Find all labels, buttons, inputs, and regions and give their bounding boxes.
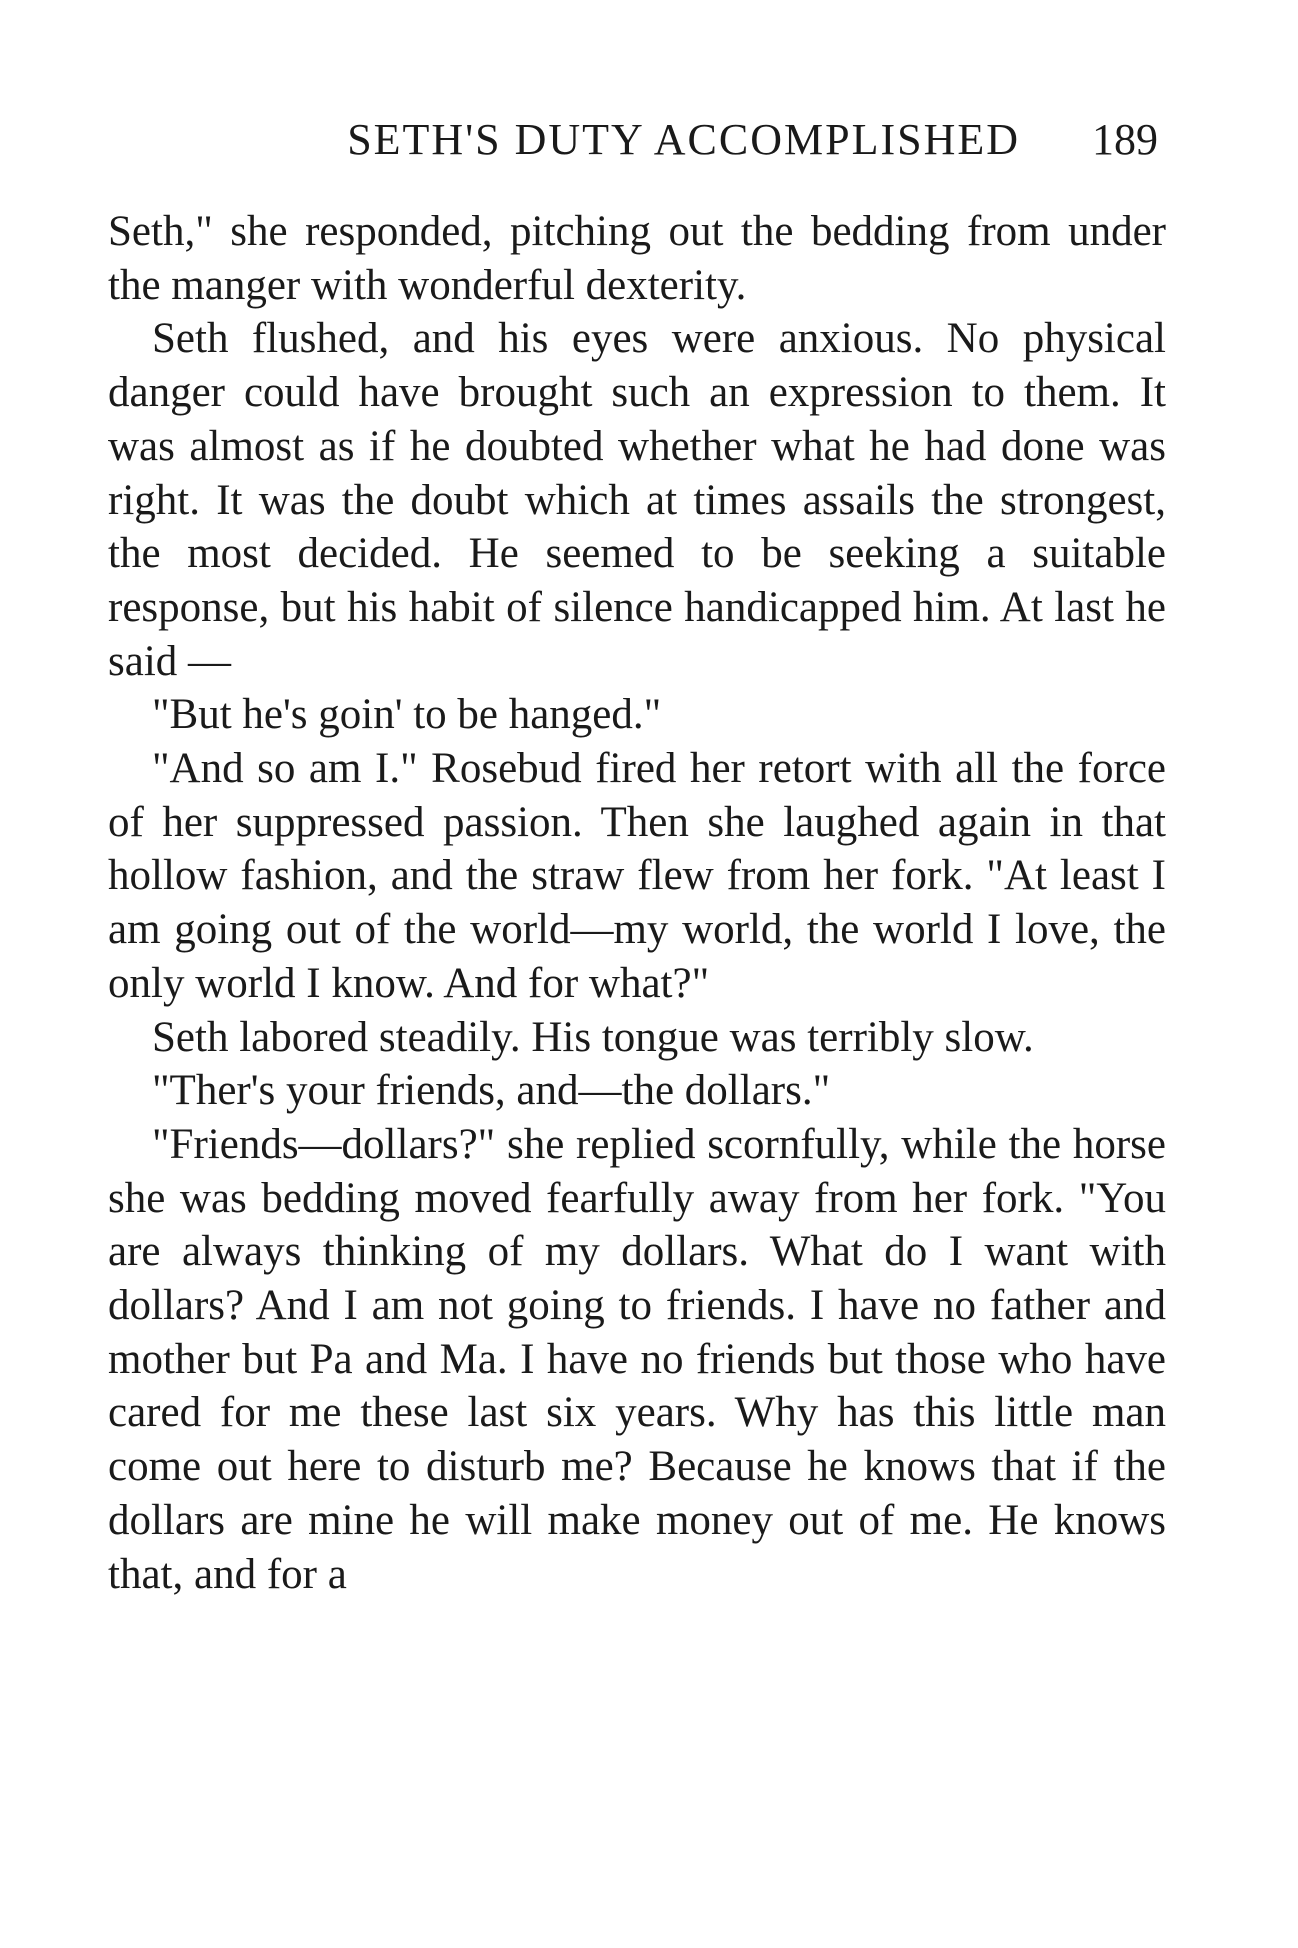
paragraph-scornful-reply: "Friends—dollars?" she replied scornfully, while the horse she was bedding moved fearfully away from her fork. "You are always thinking of my dollars. What do I want with dollars? And I am not going to friends. I have no father and mother but Pa and Ma. I have no friends but those who have cared for me these last six years. Why has this little man come out here to disturb me? Because he knows that if the dollars are mine he will make money out of me. He knows that, and for a <box>108 1120 1166 1598</box>
paragraph-rosebud-retort: "And so am I." Rosebud fired her retort with all the force of her suppressed passion. Then she laughed again in that hollow fashion, and the straw flew from her fork. "At least I am going out of the world—my world, the world I love, the only world I know. And for what?" <box>108 745 1166 1007</box>
paragraph-friends-dollars: "Ther's your friends, and—the dollars." <box>152 1067 831 1115</box>
page-number: 189 <box>1092 115 1158 164</box>
running-head <box>108 114 1158 174</box>
paragraph-hanged: "But he's goin' to be hanged." <box>152 691 662 739</box>
paragraph-seth-flushed: Seth flushed, and his eyes were anxious. No physical danger could have brought such an expression to them. It was almost as if he doubted whether what he had done was right. It was the doubt which at times assails the strongest, the most decided. He seemed to be seeking a suitable response, but his habit of silence handicapped him. At last he said — <box>108 315 1166 685</box>
paragraph-seth-labored: Seth labored steadily. His tongue was terribly slow. <box>152 1013 1034 1061</box>
paragraph-continuation: Seth," she responded, pitching out the bedding from under the manger with wonderful dexterity. <box>108 208 1166 309</box>
body-text <box>108 205 1166 1601</box>
running-title: SETH'S DUTY ACCOMPLISHED <box>347 115 1020 164</box>
